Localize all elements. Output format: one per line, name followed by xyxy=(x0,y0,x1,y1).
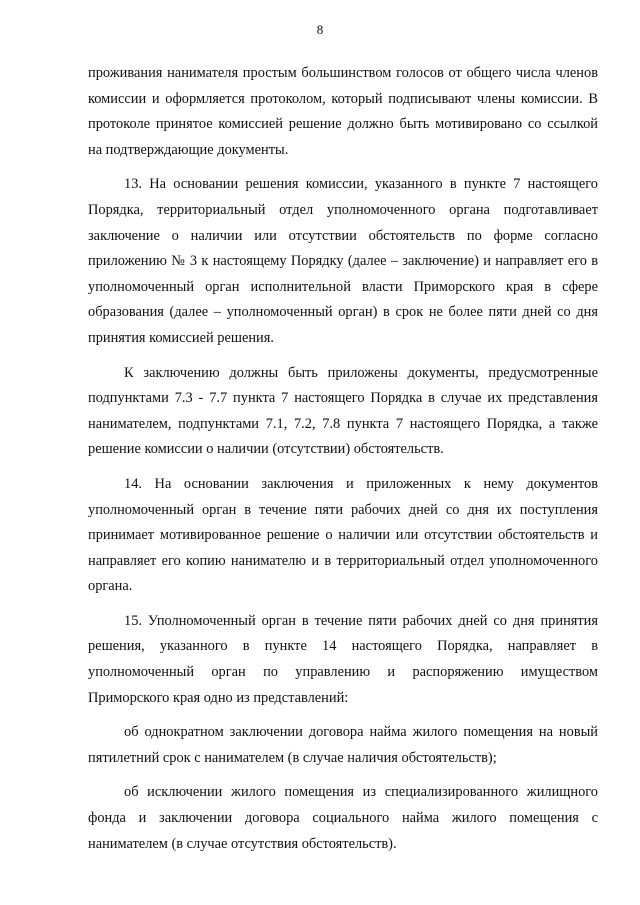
page-number: 8 xyxy=(316,22,324,37)
paragraph-continuation: проживания нанимателя простым большинством голосов от общего числа членов комиссии и оформляется протоколом, который подписывают члены комиссии. В протоколе принятое комиссией решение должно быть мотивировано со ссылкой на подтверждающие документы. xyxy=(88,65,598,158)
paragraph-item-14: 14. На основании заключения и приложенных к нему документов уполномоченный орган в течение пяти рабочих дней со дня их поступления принимает мотивированное решение о наличии или отсутствии обстоятельств и направляет его копию нанимателю и в территориальный отдел уполномоченного органа. xyxy=(88,475,598,595)
paragraph-option-exclusion: об исключении жилого помещения из специализированного жилищного фонда и заключении договора социального найма жилого помещения с нанимателем (в случае отсутствия обстоятельств). xyxy=(88,784,598,852)
paragraph-attachments: К заключению должны быть приложены документы, предусмотренные подпунктами 7.3 - 7.7 пункта 7 настоящего Порядка в случае их представления нанимателем, подпунктами 7.1, 7.2, 7.8 пункта 7 настоящего Порядка, а также решение комиссии о наличии (отсутствии) обстоятельств. xyxy=(88,364,598,458)
paragraph-item-13: 13. На основании решения комиссии, указанного в пункте 7 настоящего Порядка, территориальный отдел уполномоченного органа подготавливает заключение о наличии или отсутствии обстоятельств по форме согласно приложению № 3 к настоящему Порядку (далее – заключение) и направляет его в уполномоченный орган исполнительной власти Приморского края в сфере образования (далее – уполномоченный орган) в срок не более пяти дней со дня принятия комиссией решения. xyxy=(88,176,598,346)
document-body xyxy=(88,61,598,866)
paragraph-option-renewal: об однократном заключении договора найма жилого помещения на новый пятилетний срок с нанимателем (в случае наличия обстоятельств); xyxy=(88,724,598,766)
paragraph-item-15: 15. Уполномоченный орган в течение пяти рабочих дней со дня принятия решения, указанного в пункте 14 настоящего Порядка, направляет в уполномоченный орган по управлению и распоряжению имуществом Приморского края одно из представлений: xyxy=(88,612,598,706)
